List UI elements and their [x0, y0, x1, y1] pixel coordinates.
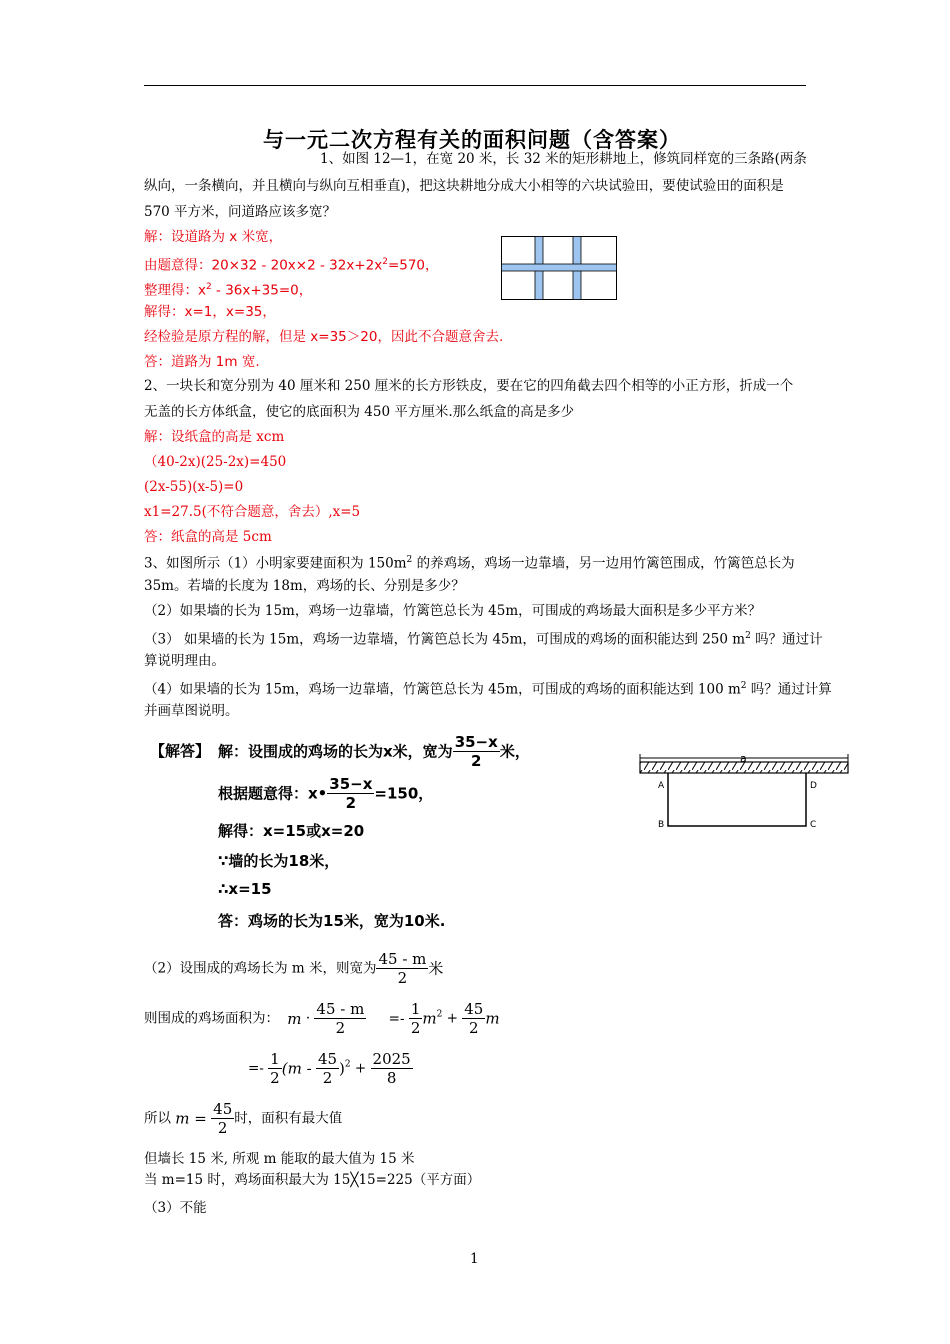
label-A: A: [658, 781, 665, 791]
q2-solution-4: x1=27.5(不符合题意，舍去）,x=5: [144, 504, 361, 520]
q1-line2: 纵向，一条横向，并且横向与纵向互相垂直)，把这块耕地分成大小相等的六块试验田，要使试验田的面积是: [144, 178, 784, 194]
q1-line1: 1、如图 12—1，在宽 20 米，长 32 米的矩形耕地上，修筑同样宽的三条路(两条: [320, 151, 807, 167]
q3-line6: （4）如果墙的长为 15m，鸡场一边靠墙，竹篱笆总长为 45m，可围成的鸡场的面积能达到 100 $m^2$ 吗？通过计算: [144, 681, 832, 698]
page-number: 1: [470, 1251, 479, 1267]
q1-answer: 答：道路为 1m 宽.: [144, 354, 260, 370]
q2-solution-3: (2x-55)(x-5)=0: [144, 479, 244, 495]
field-diagram: [501, 236, 618, 301]
answer-line-6: 答：鸡场的长为15米，宽为10米.: [218, 912, 446, 930]
q3-line3: （2）如果墙的长为 15m，鸡场一边靠墙，竹篱笆总长为 45m，可围成的鸡场最大面积是多少平方米？: [144, 603, 762, 619]
q1-line3: 570 平方米，问道路应该多宽？: [144, 204, 337, 220]
q3-line4: （3） 如果墙的长为 15m，鸡场一边靠墙，竹篱笆总长为 45m，可围成的鸡场的面积能达到 250 $m^2$ 吗？通过计: [144, 631, 823, 648]
q3-line1: 3、如图所示（1）小明家要建面积为 $150m^2$ 的养鸡场，鸡场一边靠墙，另一边用竹篱笆围成，竹篱笆总长为: [144, 555, 795, 572]
fence: [668, 773, 806, 826]
answer-line-1: 解：设围成的鸡场的长为x米，宽为 $\frac{35-x}{2}$ 米，: [218, 733, 530, 770]
part2-line-1: （2）设围成的鸡场长为 m 米，则宽为 $\frac{45 - m}{2}$ 米: [144, 950, 444, 987]
q1-solution-2: 由题意得：$20\times 32 - 20x\times 2 - 32x+2x^2=570$，: [144, 257, 439, 274]
part2-line-3: =- $\frac{1}{2}$ (m - $\frac{45}{2}$ )$^2$ + $\frac{2025}{8}$: [248, 1050, 411, 1087]
q2-answer: 答：纸盒的高是 5cm: [144, 529, 272, 545]
road-horizontal: [502, 264, 617, 271]
q2-solution-2: （40-2x)(25-2x)=450: [144, 454, 287, 470]
part2-line-2: 则围成的鸡场面积为： m · $\frac{45 - m}{2}$ =- $\frac{1}{2}$ $m^2$ + $\frac{45}{2}$ m: [144, 1000, 500, 1037]
part2-line-6: 当 m=15 时，鸡场面积最大为 15╳15=225（平方面）: [144, 1172, 481, 1188]
part2-line-4: 所以 m = $\frac{45}{2}$ 时，面积有最大值: [144, 1100, 343, 1137]
q1-solution-5: 经检验是原方程的解，但是 x=35＞20，因此不合题意舍去.: [144, 329, 504, 345]
part2-line-7: （3）不能: [144, 1200, 207, 1216]
q1-solution-3: 整理得：$x^2 - 36x+35=0$，: [144, 282, 313, 299]
label-a: a: [740, 752, 747, 765]
q3-line7: 并画草图说明。: [144, 703, 239, 719]
answer-line-3: 解得：x=15或x=20: [218, 822, 365, 840]
answer-line-5: ∴x=15: [218, 880, 272, 898]
q1-solution-4: 解得：x=1，x=35，: [144, 304, 276, 320]
part2-line-5: 但墙长 15 米, 所观 m 能取的最大值为 15 米: [144, 1151, 415, 1167]
label-B: B: [658, 820, 665, 830]
q2-line2: 无盖的长方体纸盒，使它的底面积为 450 平方厘米.那么纸盒的高是多少: [144, 404, 575, 420]
q3-line5: 算说明理由。: [144, 653, 225, 669]
q2-solution-1: 解：设纸盒的高是 xcm: [144, 429, 285, 445]
label-D: D: [810, 781, 817, 791]
farm-diagram: [636, 750, 852, 832]
answer-tag: 【解答】: [150, 742, 211, 760]
page-title: 与一元二次方程有关的面积问题（含答案）: [263, 127, 681, 152]
q2-line1: 2、一块长和宽分别为 40 厘米和 250 厘米的长方形铁皮，要在它的四角截去四个相等的小正方形，折成一个: [144, 378, 794, 394]
answer-line-2: 根据题意得：x• $\frac{35-x}{2}$ =150，: [218, 775, 434, 812]
answer-line-4: ∵墙的长为18米，: [218, 852, 340, 870]
label-C: C: [810, 820, 817, 830]
header-rule: [144, 85, 806, 86]
q3-line2: 35m。若墙的长度为 18m，鸡场的长、分别是多少？: [144, 578, 465, 594]
q1-solution-1: 解：设道路为 x 米宽，: [144, 229, 283, 245]
